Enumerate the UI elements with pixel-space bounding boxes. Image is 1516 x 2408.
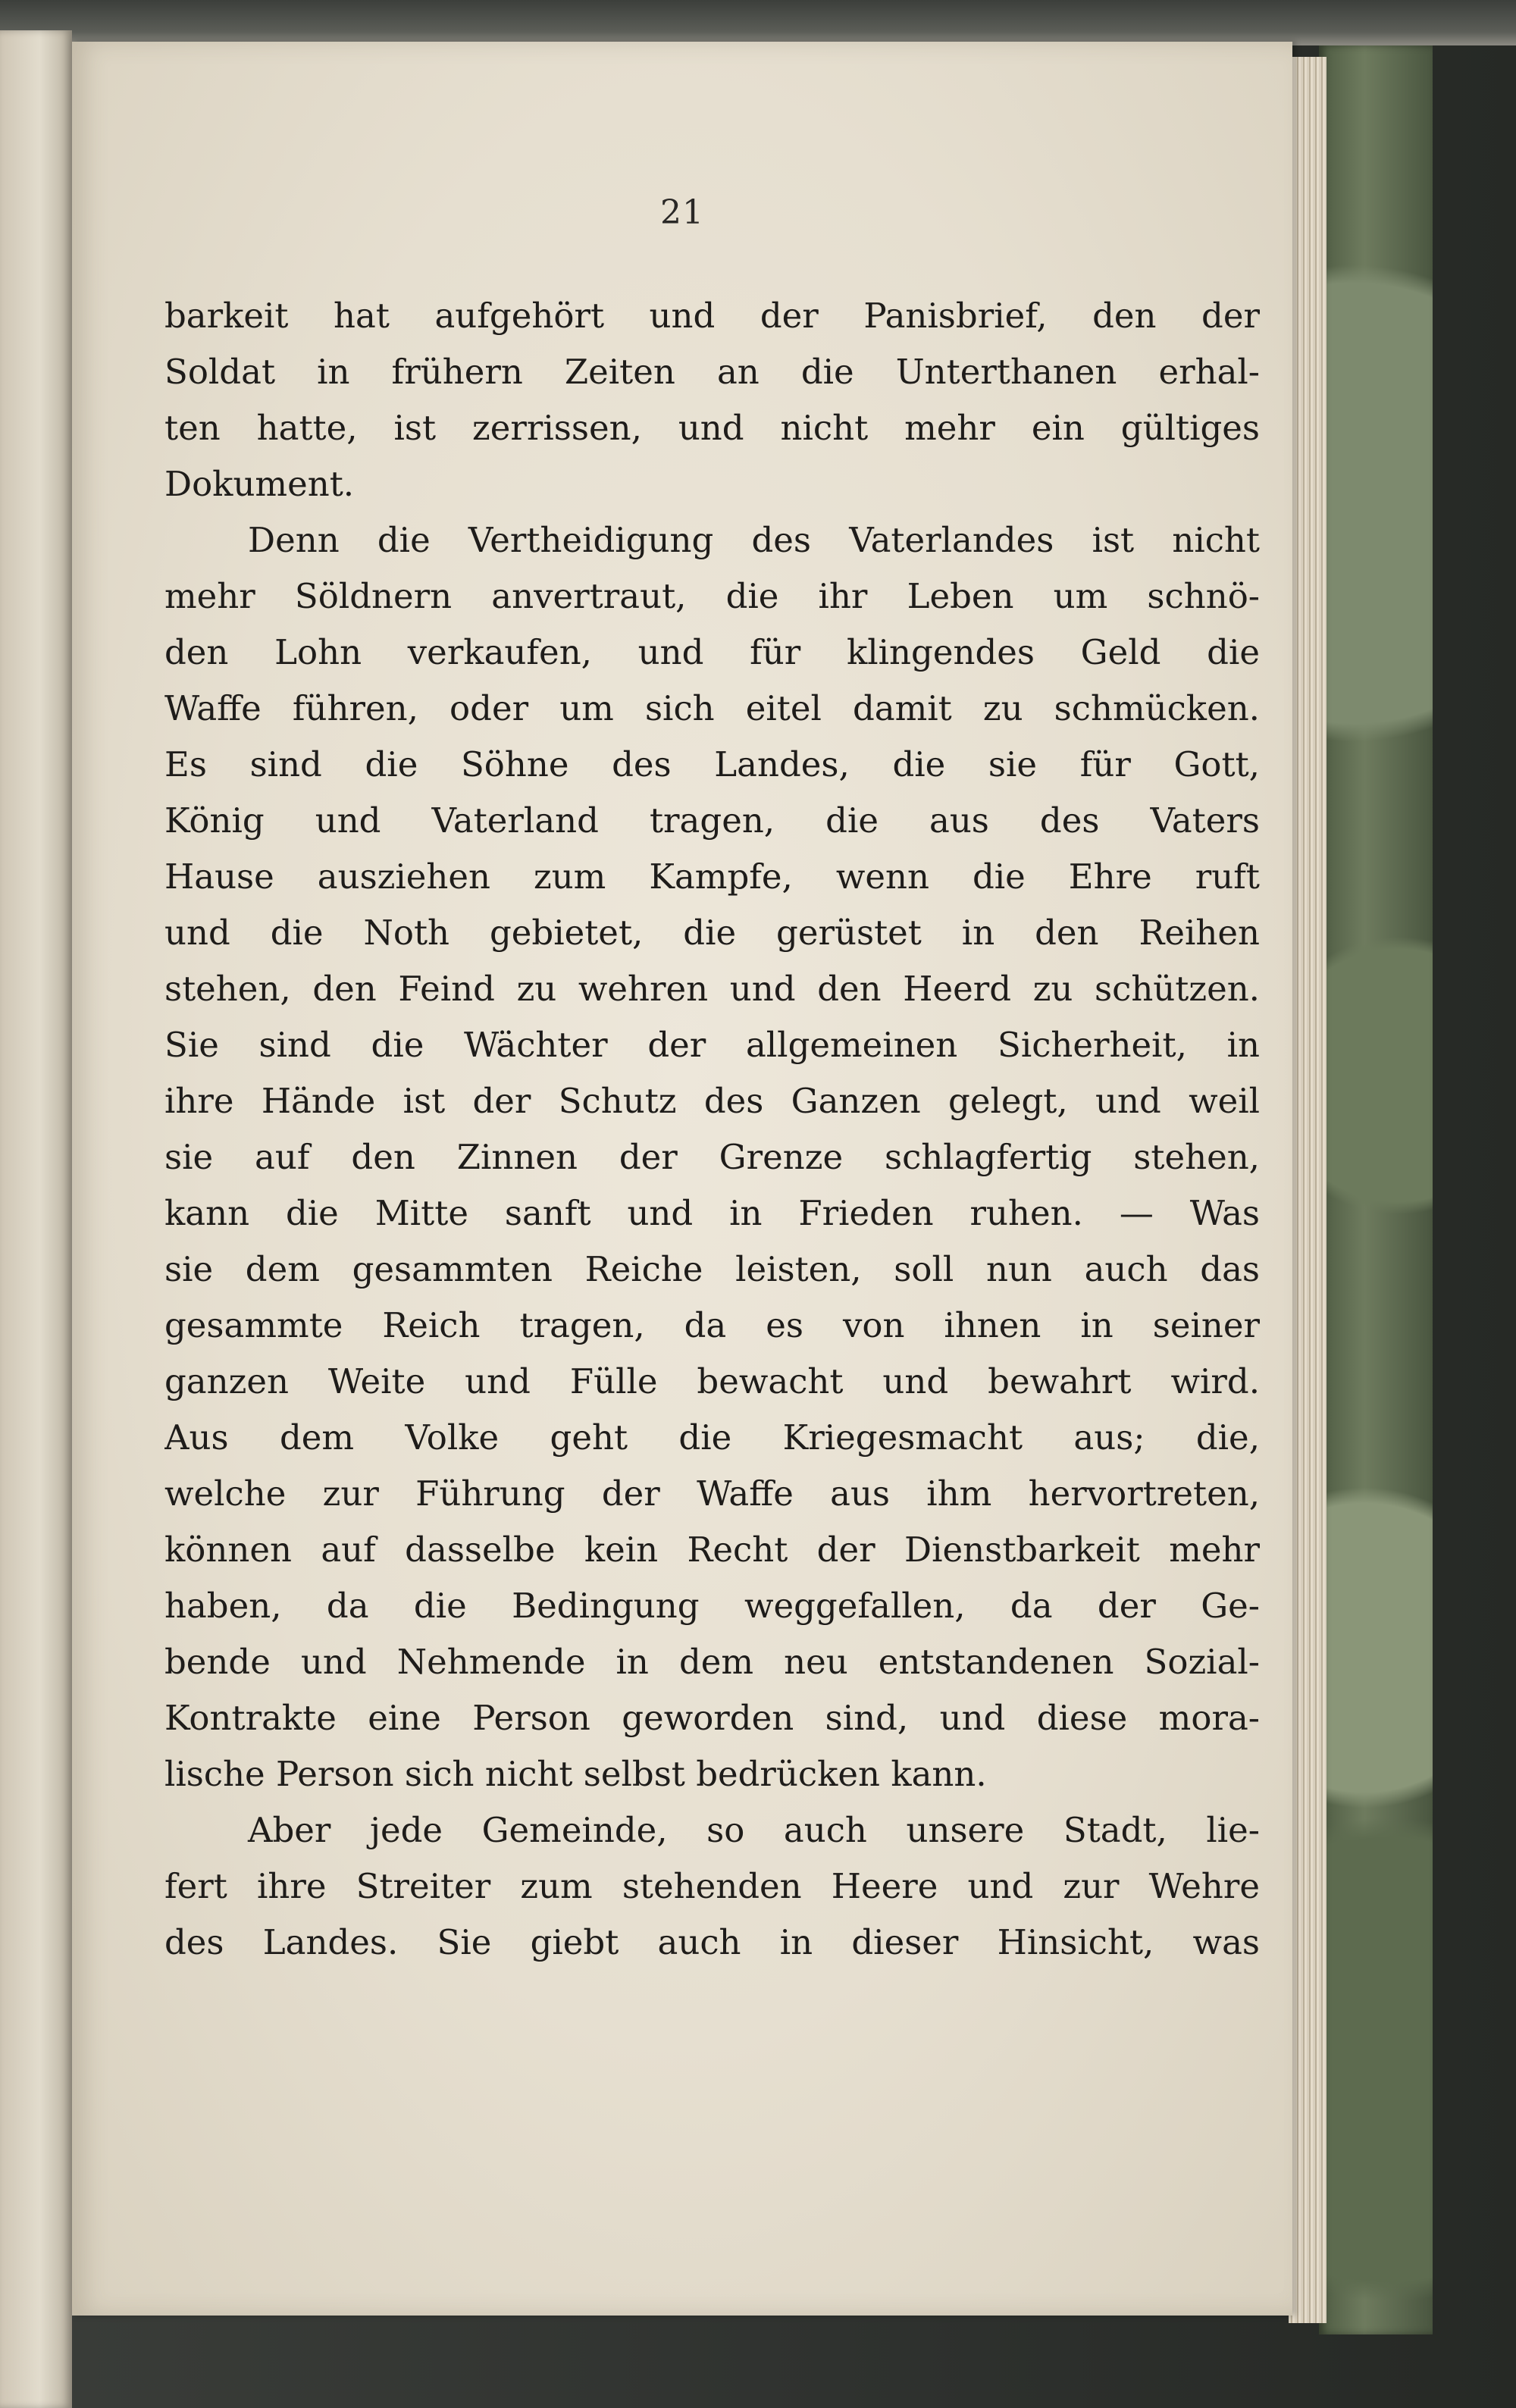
book-page xyxy=(72,42,1292,2316)
text-line: und die Noth gebietet, die gerüstet in den Reihen xyxy=(164,913,1260,953)
text-line: des Landes. Sie giebt auch in dieser Hinsicht, was xyxy=(164,1922,1260,1962)
previous-page-edge xyxy=(0,30,72,2408)
text-line: haben, da die Bedingung weggefallen, da der Ge- xyxy=(164,1586,1260,1626)
text-line: Es sind die Söhne des Landes, die sie für Gott, xyxy=(164,744,1260,784)
text-line: gesammte Reich tragen, da es von ihnen in seiner xyxy=(164,1305,1260,1345)
text-line: lische Person sich nicht selbst bedrücken kann. xyxy=(164,1754,987,1794)
text-line: barkeit hat aufgehört und der Panisbrief, den der xyxy=(164,296,1260,336)
text-line: sie dem gesammten Reiche leisten, soll nun auch das xyxy=(164,1249,1260,1289)
text-line: Dokument. xyxy=(164,464,355,504)
text-line: Kontrakte eine Person geworden sind, und diese mora- xyxy=(164,1698,1260,1738)
text-line: Soldat in frühern Zeiten an die Unterthanen erhal- xyxy=(164,352,1260,392)
text-line: Aus dem Volke geht die Kriegesmacht aus; die, xyxy=(164,1417,1260,1458)
text-line: welche zur Führung der Waffe aus ihm hervortreten, xyxy=(164,1473,1260,1514)
text-line: Aber jede Gemeinde, so auch unsere Stadt, lie- xyxy=(248,1810,1260,1850)
text-line: Waffe führen, oder um sich eitel damit zu schmücken. xyxy=(164,688,1260,728)
text-line: können auf dasselbe kein Recht der Dienstbarkeit mehr xyxy=(164,1530,1260,1570)
text-line: bende und Nehmende in dem neu entstandenen Sozial- xyxy=(164,1642,1260,1682)
text-line: Denn die Vertheidigung des Vaterlandes ist nicht xyxy=(248,520,1260,560)
text-line: Sie sind die Wächter der allgemeinen Sicherheit, in xyxy=(164,1025,1260,1065)
top-shadow-band xyxy=(0,0,1516,45)
text-line: Hause ausziehen zum Kampfe, wenn die Ehre ruft xyxy=(164,856,1260,897)
text-line: kann die Mitte sanft und in Frieden ruhen. — Was xyxy=(164,1193,1260,1233)
text-line: ganzen Weite und Fülle bewacht und bewahrt wird. xyxy=(164,1361,1260,1401)
text-line: ten hatte, ist zerrissen, und nicht mehr ein gültiges xyxy=(164,408,1260,448)
text-line: mehr Söldnern anvertraut, die ihr Leben um schnö- xyxy=(164,576,1260,616)
body-text xyxy=(164,288,1260,1971)
page-number: 21 xyxy=(660,193,704,232)
page-stack-edges xyxy=(1289,57,1326,2323)
text-line: stehen, den Feind zu wehren und den Heerd zu schützen. xyxy=(164,969,1260,1009)
marbled-cover xyxy=(1319,45,1433,2334)
text-line: ihre Hände ist der Schutz des Ganzen gelegt, und weil xyxy=(164,1081,1260,1121)
text-line: fert ihre Streiter zum stehenden Heere und zur Wehre xyxy=(164,1866,1260,1906)
text-line: den Lohn verkaufen, und für klingendes Geld die xyxy=(164,632,1260,672)
text-line: König und Vaterland tragen, die aus des Vaters xyxy=(164,800,1260,841)
text-line: sie auf den Zinnen der Grenze schlagfertig stehen, xyxy=(164,1137,1260,1177)
